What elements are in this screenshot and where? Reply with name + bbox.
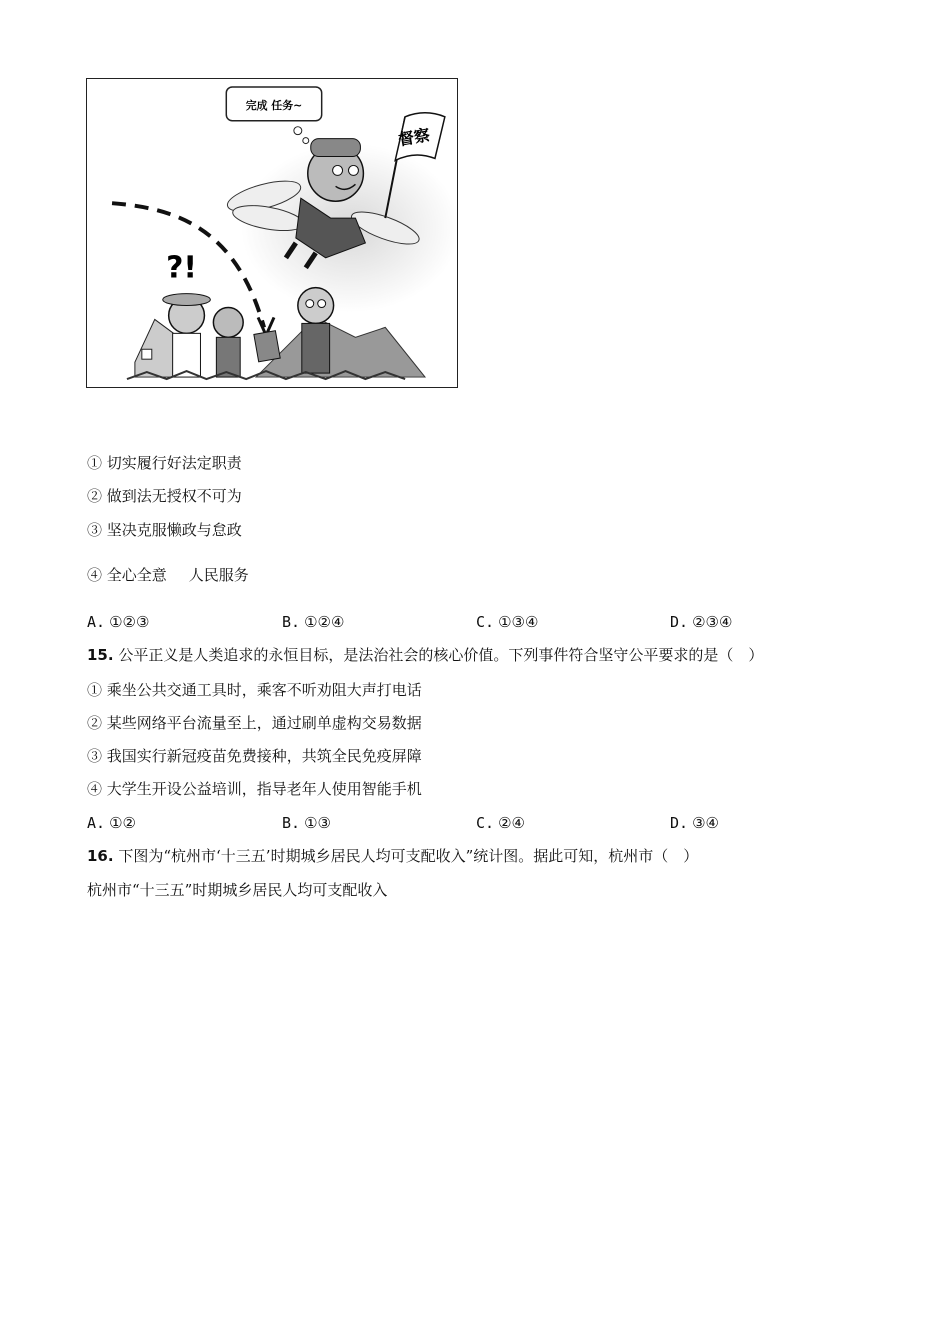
option-label: D.: [670, 814, 689, 832]
q14-statement-3: ③ 坚决克服懒政与怠政: [87, 521, 242, 539]
mountain: [256, 317, 425, 377]
option-label: A.: [87, 814, 106, 832]
option-text: ①②④: [304, 613, 345, 631]
q15-option-b[interactable]: [282, 813, 331, 833]
option-text: ①③: [304, 814, 331, 832]
q14-statement-4-part-b: 人民服务: [188, 566, 249, 584]
speech-bubble: [226, 87, 321, 144]
q15-option-a[interactable]: [87, 813, 136, 833]
q15-statement-1: ① 乘坐公共交通工具时，乘客不听劝阻大声打电话: [87, 681, 422, 699]
option-label: B.: [282, 613, 301, 631]
q15-number: 15.: [87, 646, 114, 664]
q15-stem-line: [87, 645, 763, 665]
option-text: ③④: [692, 814, 719, 832]
q16-stem-line: [87, 846, 698, 866]
q15-statement-2: ② 某些网络平台流量至上，通过刷单虚构交易数据: [87, 714, 422, 732]
cartoon-illustration: [86, 78, 458, 388]
option-text: ②④: [498, 814, 525, 832]
q15-option-c[interactable]: [476, 813, 525, 833]
q14-option-c[interactable]: [476, 612, 538, 632]
q14-option-a[interactable]: [87, 612, 149, 632]
option-text: ①②: [109, 814, 136, 832]
question-exclamation-marks: ?!: [166, 250, 198, 286]
q14-statement-1: ① 切实履行好法定职责: [87, 454, 242, 472]
bubble-text: 完成 任务~: [245, 98, 303, 112]
q14-option-b[interactable]: [282, 612, 344, 632]
option-label: C.: [476, 814, 495, 832]
option-label: C.: [476, 613, 495, 631]
q15-statement-4: ④ 大学生开设公益培训，指导老年人使用智能手机: [87, 780, 422, 798]
option-label: D.: [670, 613, 689, 631]
option-text: ①②③: [109, 613, 150, 631]
option-text: ①③④: [498, 613, 539, 631]
flag-text: 督察: [396, 125, 432, 150]
q14-statement-4-part-a: ④ 全心全意: [87, 566, 167, 584]
q16-stem: 下图为“杭州市‘十三五’时期城乡居民人均可支配收入”统计图。据此可知，杭州市（ ）: [118, 847, 699, 865]
q14-statement-2: ② 做到法无授权不可为: [87, 487, 242, 505]
option-label: B.: [282, 814, 301, 832]
villager-figures: [163, 288, 334, 377]
option-text: ②③④: [692, 613, 733, 631]
q14-option-d[interactable]: [670, 612, 732, 632]
q15-option-d[interactable]: [670, 813, 719, 833]
q14-statement-4: [87, 565, 249, 585]
q15-stem: 公平正义是人类追求的永恒目标，是法治社会的核心价值。下列事件符合坚守公平要求的是（ ）: [118, 646, 764, 664]
q16-chart-title: 杭州市“十三五”时期城乡居民人均可支配收入: [87, 881, 388, 899]
cartoon-drawing: [87, 79, 457, 387]
q16-number: 16.: [87, 847, 114, 865]
option-label: A.: [87, 613, 106, 631]
q15-statement-3: ③ 我国实行新冠疫苗免费接种，共筑全民免疫屏障: [87, 747, 422, 765]
